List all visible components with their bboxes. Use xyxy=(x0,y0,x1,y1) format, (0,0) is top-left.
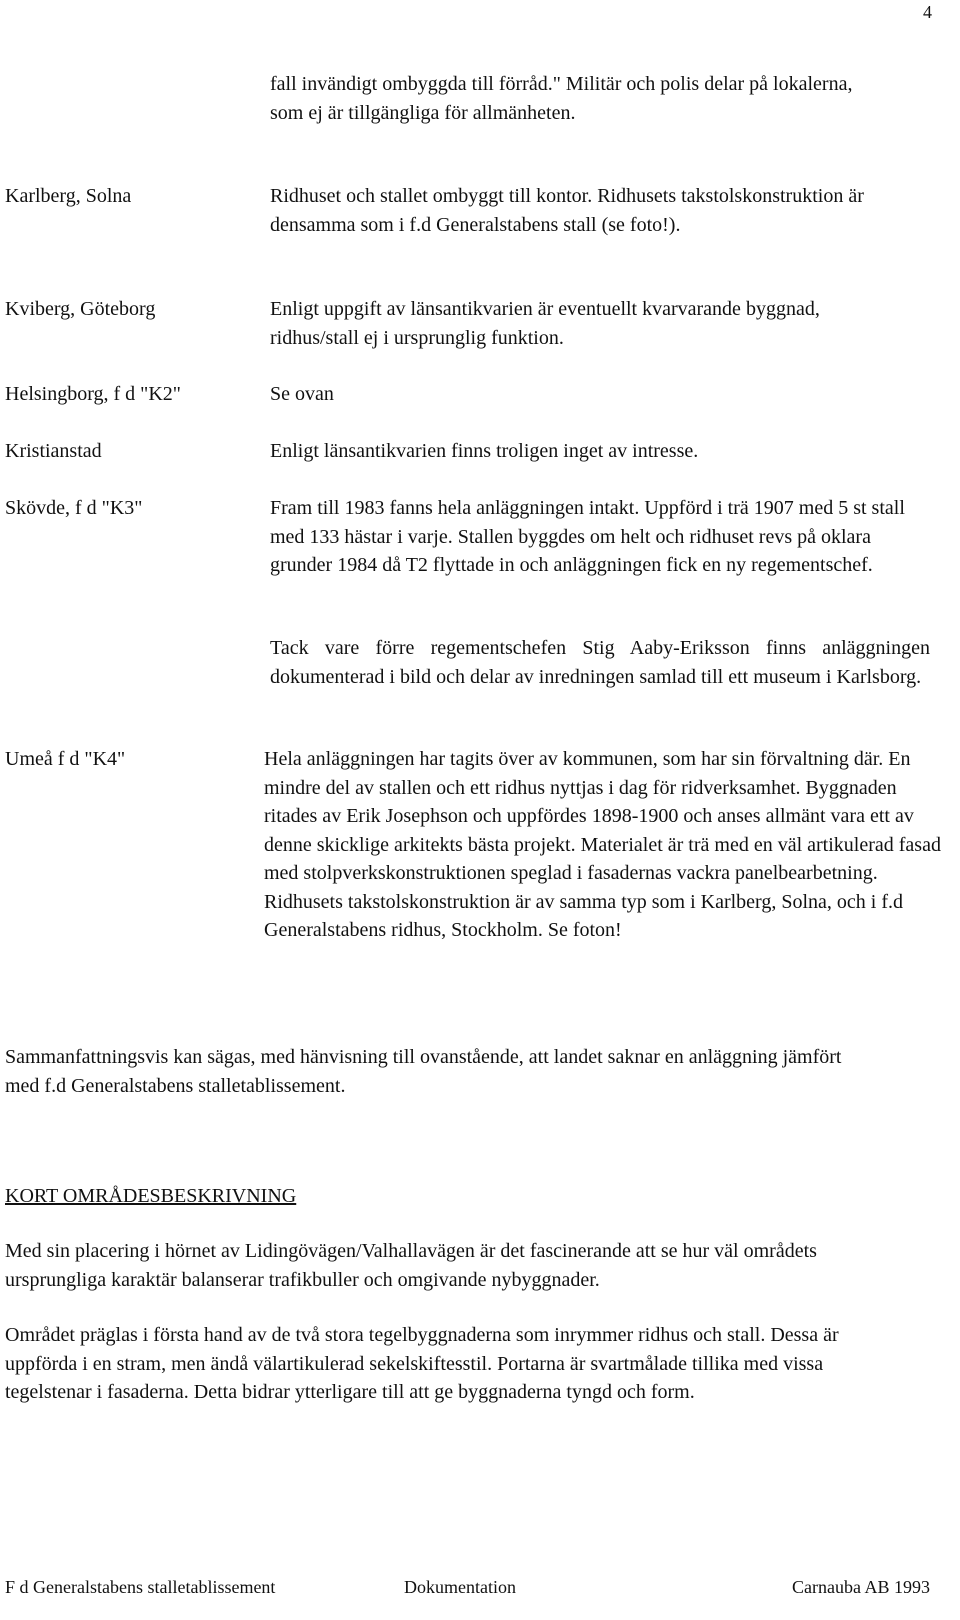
entry-place-karlberg: Karlberg, Solna xyxy=(5,185,132,207)
entry-text-continued: fall invändigt ombyggda till förråd." Militär och polis delar på lokalerna, som ej är tillgängliga för allmänheten. xyxy=(270,73,853,124)
entry-text-kristianstad: Enligt länsantikvarien finns troligen inget av intresse. xyxy=(270,440,699,462)
page-number: 4 xyxy=(923,2,932,22)
summary-paragraph: Sammanfattningsvis kan sägas, med hänvisning till ovanstående, att landet saknar en anläggning jämfört med f.d Generalstabens stalletablissement. xyxy=(5,1046,842,1097)
entry-text-kviberg: Enligt uppgift av länsantikvarien är eventuellt kvarvarande byggnad, ridhus/stall ej i ursprunglig funktion. xyxy=(270,298,820,349)
entry-place-helsingborg: Helsingborg, f d "K2" xyxy=(5,383,181,405)
entry-place-umea: Umeå f d "K4" xyxy=(5,748,126,770)
section-paragraph-1: Med sin placering i hörnet av Lidingövägen/Valhallavägen är det fascinerande att se hur väl områdets ursprungliga karaktär balanserar trafikbuller och omgivande nybyggnader. xyxy=(5,1240,817,1291)
section-heading: KORT OMRÅDESBESKRIVNING xyxy=(5,1185,297,1207)
page-footer xyxy=(0,1577,960,1603)
entry-text-helsingborg: Se ovan xyxy=(270,383,334,405)
footer-center: Dokumentation xyxy=(404,1577,516,1597)
footer-left: F d Generalstabens stalletablissement xyxy=(5,1577,276,1597)
entry-text-skovde: Fram till 1983 fanns hela anläggningen intakt. Uppförd i trä 1907 med 5 st stall med 133 hästar i varje. Stallen byggdes om helt och ridhuset revs på oklara grunder 1984 då T2 flyttade in och anläggningen fick en ny regementschef. xyxy=(270,497,905,576)
footer-right: Carnauba AB 1993 xyxy=(792,1577,930,1597)
entry-text-umea: Hela anläggningen har tagits över av kommunen, som har sin förvaltning där. En mindre del av stallen och ett ridhus nyttjas i dag för ridverksamhet. Byggnaden ritades av Erik Josephson och uppfördes 1898-1900 och anses allmänt vara ett av denne skicklige arkitekts bästa projekt. Materialet är trä med en väl artikulerad fasad med stolpverkskonstruktionen speglad i fasadernas vackra panelbearbetning. Ridhusets takstolskonstruktion är av samma typ som i Karlberg, Solna, och i f.d Generalstabens ridhus, Stockholm. Se foton! xyxy=(264,748,941,941)
entry-place-kviberg: Kviberg, Göteborg xyxy=(5,298,156,320)
entry-text-karlberg: Ridhuset och stallet ombyggt till kontor. Ridhusets takstolskonstruktion är densamma som i f.d Generalstabens stall (se foto!). xyxy=(270,185,864,236)
entry-text-skovde-museum: Tack vare förre regementschefen Stig Aaby-Eriksson finns anläggningen dokumenterad i bild och delar av inredningen samlad till ett museum i Karlsborg. xyxy=(270,637,930,688)
entry-place-kristianstad: Kristianstad xyxy=(5,440,102,462)
section-paragraph-2: Området präglas i första hand av de två stora tegelbyggnaderna som inrymmer ridhus och stall. Dessa är uppförda i en stram, men ändå välartikulerad sekelskiftesstil. Portarna är svartmålade tillika med vissa tegelstenar i fasaderna. Detta bidrar ytterligare till att ge byggnaderna tyngd och form. xyxy=(5,1324,839,1403)
entry-place-skovde: Skövde, f d "K3" xyxy=(5,497,143,519)
